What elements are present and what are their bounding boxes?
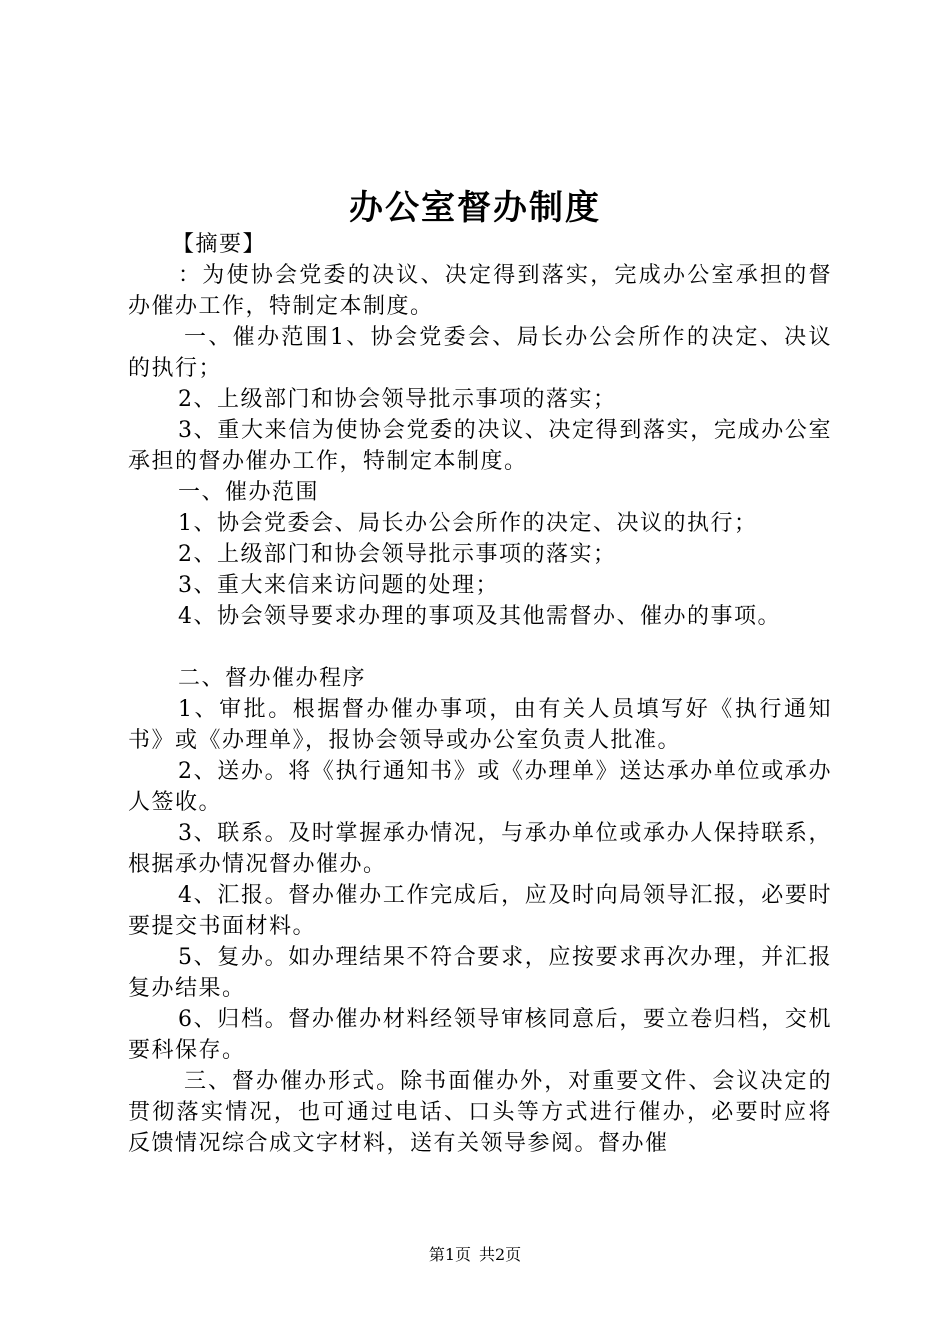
paragraph: 2、上级部门和协会领导批示事项的落实； <box>178 387 617 412</box>
page-total: 共2页 <box>479 1245 522 1264</box>
document-title: 办公室督办制度 <box>349 188 601 228</box>
list-item: 2、送办。将《执行通知书》或《办理单》送达承办单位或承办人签收。 <box>128 759 832 815</box>
paragraph: 一、催办范围1、协会党委会、局长办公会所作的决定、决议的执行； <box>128 325 832 381</box>
list-item: 6、归档。督办催办材料经领导审核同意后，要立卷归档，交机要科保存。 <box>128 1007 832 1063</box>
section-heading: 二、督办催办程序 <box>178 666 367 691</box>
list-item: 2、上级部门和协会领导批示事项的落实； <box>178 542 617 567</box>
list-item: 5、复办。如办理结果不符合要求，应按要求再次办理，并汇报复办结果。 <box>128 945 832 1001</box>
paragraph: 3、重大来信为使协会党委的决议、决定得到落实，完成办公室承担的督办催办工作，特制定本制度。 <box>128 418 832 474</box>
list-item: 3、重大来信来访问题的处理； <box>178 573 499 598</box>
paragraph: 三、督办催办形式。除书面催办外，对重要文件、会议决定的贯彻落实情况，也可通过电话、口头等方式进行催办，必要时应将反馈情况综合成文字材料，送有关领导参阅。督办催 <box>128 1069 832 1156</box>
blank-line <box>128 632 832 663</box>
list-item: 4、汇报。督办催办工作完成后，应及时向局领导汇报，必要时要提交书面材料。 <box>128 883 832 939</box>
list-item: 1、协会党委会、局长办公会所作的决定、决议的执行； <box>178 511 758 536</box>
list-item: 4、协会领导要求办理的事项及其他需督办、催办的事项。 <box>178 604 781 629</box>
section-heading: 一、催办范围 <box>178 480 320 505</box>
list-item: 1、审批。根据督办催办事项，由有关人员填写好《执行通知书》或《办理单》，报协会领导或办公室负责人批准。 <box>128 697 832 753</box>
list-item: 3、联系。及时掌握承办情况，与承办单位或承办人保持联系，根据承办情况督办催办。 <box>128 821 832 877</box>
page-footer <box>0 1244 950 1266</box>
paragraph: ：为使协会党委的决议、决定得到落实，完成办公室承担的督办催办工作，特制定本制度。 <box>128 263 832 319</box>
document-body <box>128 229 832 1159</box>
page-number: 第1页 <box>428 1245 471 1264</box>
abstract-heading: 【摘要】 <box>172 232 267 257</box>
